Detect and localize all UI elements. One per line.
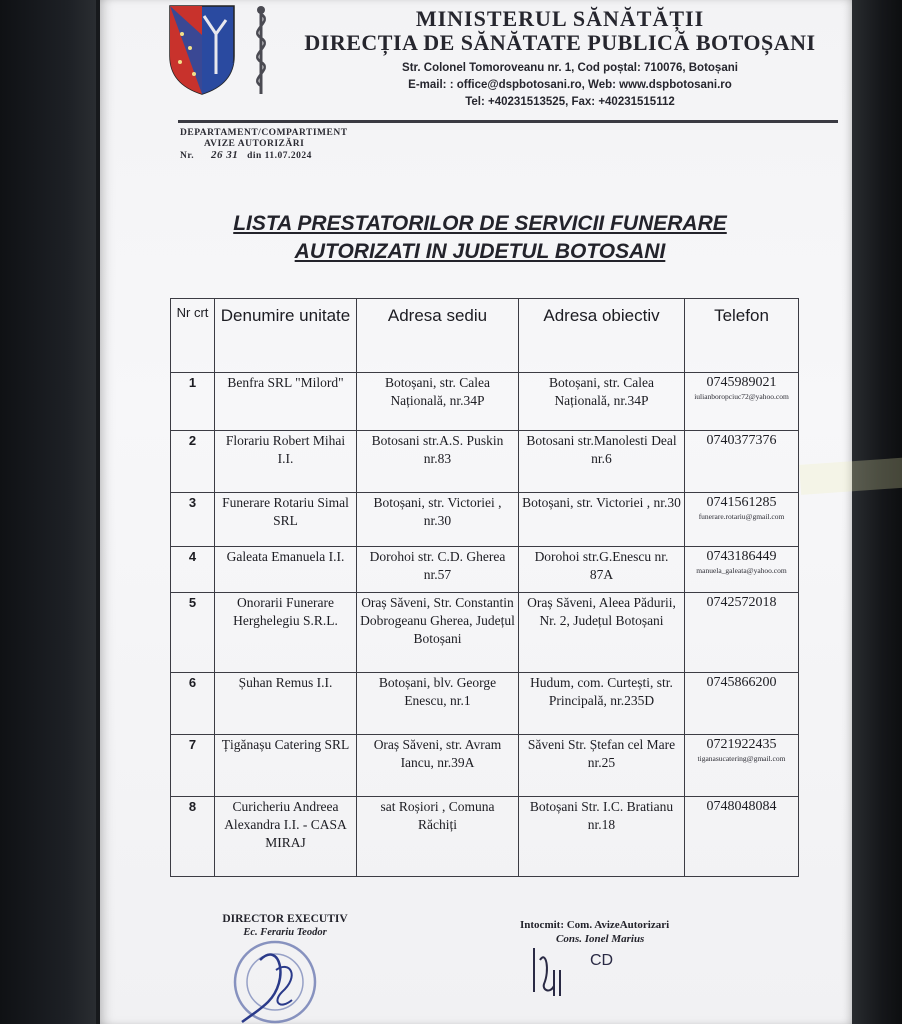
document-page xyxy=(100,0,852,1024)
dark-background-left xyxy=(0,0,96,1024)
row-nr: 6 xyxy=(171,673,215,735)
title-line1: LISTA PRESTATORILOR DE SERVICII FUNERARE xyxy=(233,212,727,235)
row-email: tiganasucatering@gmail.com xyxy=(697,754,786,763)
row-nr: 5 xyxy=(171,593,215,673)
header-divider xyxy=(178,120,838,123)
row-email: funerare.rotariu@gmail.com xyxy=(698,512,785,521)
table-row xyxy=(171,593,799,673)
table-row xyxy=(171,493,799,547)
row-phone: 0745989021 xyxy=(706,375,777,390)
registration-nr-value: 26 31 xyxy=(210,149,239,161)
row-name: Onorarii Funerare Herghelegiu S.R.L. xyxy=(215,593,357,673)
row-name: Funerare Rotariu Simal SRL xyxy=(215,493,357,547)
row-phone-cell xyxy=(685,373,799,431)
row-nr: 1 xyxy=(171,373,215,431)
row-phone-cell xyxy=(685,797,799,877)
row-site-address: Hudum, com. Curtești, str. Principală, nr.235D xyxy=(519,673,685,735)
title-line2: AUTORIZATI IN JUDETUL BOTOSANI xyxy=(294,240,666,263)
row-nr: 2 xyxy=(171,431,215,493)
row-name: Galeata Emanuela I.I. xyxy=(215,547,357,593)
department-line2: AVIZE AUTORIZĂRI xyxy=(204,139,305,149)
row-phone-cell xyxy=(685,593,799,673)
table-row xyxy=(171,547,799,593)
row-phone: 0741561285 xyxy=(706,495,777,510)
table-row xyxy=(171,431,799,493)
row-phone-cell xyxy=(685,673,799,735)
row-phone: 0740377376 xyxy=(706,433,777,448)
row-nr: 7 xyxy=(171,735,215,797)
row-name: Benfra SRL "Milord" xyxy=(215,373,357,431)
prepared-by-label: Intocmit: Com. AvizeAutorizari xyxy=(520,919,670,931)
row-site-address: Săveni Str. Ștefan cel Mare nr.25 xyxy=(519,735,685,797)
column-header-name: Denumire unitate xyxy=(215,299,357,373)
table-row xyxy=(171,797,799,877)
registration-date: din 11.07.2024 xyxy=(247,151,312,161)
row-office-address: Oraș Săveni, str. Avram Iancu, nr.39A xyxy=(357,735,519,797)
ministry-name: MINISTERUL SĂNĂTĂȚII xyxy=(415,6,705,31)
row-nr: 3 xyxy=(171,493,215,547)
director-title: DIRECTOR EXECUTIV xyxy=(222,913,348,925)
table-header-row xyxy=(171,299,799,373)
row-office-address: sat Roșiori , Comuna Răchiți xyxy=(357,797,519,877)
header-address: Str. Colonel Tomoroveanu nr. 1, Cod poștal: 710076, Botoșani xyxy=(402,62,738,74)
row-phone: 0748048084 xyxy=(706,799,777,814)
table-row xyxy=(171,735,799,797)
row-phone: 0743186449 xyxy=(706,549,777,564)
dark-background-right xyxy=(850,0,902,1024)
row-site-address: Botoșani, str. Calea Națională, nr.34P xyxy=(519,373,685,431)
caduceus-icon xyxy=(246,4,276,96)
row-office-address: Oraș Săveni, Str. Constantin Dobrogeanu Gherea, Județul Botoșani xyxy=(357,593,519,673)
column-header-office-address: Adresa sediu xyxy=(357,299,519,373)
row-office-address: Botosani str.A.S. Puskin nr.83 xyxy=(357,431,519,493)
preparer-initials: CD xyxy=(590,952,614,969)
header-phone-fax: Tel: +40231513525, Fax: +40231515112 xyxy=(465,96,675,108)
row-site-address: Botoșani, str. Victoriei , nr.30 xyxy=(519,493,685,547)
row-name: Țigănașu Catering SRL xyxy=(215,735,357,797)
director-name: Ec. Ferariu Teodor xyxy=(243,927,327,938)
row-name: Florariu Robert Mihai I.I. xyxy=(215,431,357,493)
table-row xyxy=(171,673,799,735)
registration-nr-label: Nr. xyxy=(180,151,195,161)
department-block xyxy=(180,128,348,162)
row-office-address: Dorohoi str. C.D. Gherea nr.57 xyxy=(357,547,519,593)
row-office-address: Botoșani, str. Calea Națională, nr.34P xyxy=(357,373,519,431)
row-office-address: Botoșani, str. Victoriei , nr.30 xyxy=(357,493,519,547)
document-title xyxy=(200,210,760,266)
row-name: Șuhan Remus I.I. xyxy=(215,673,357,735)
row-phone-cell xyxy=(685,735,799,797)
row-email: manuela_galeata@yahoo.com xyxy=(696,566,787,575)
header-email-web: E-mail: : office@dspbotosani.ro, Web: www.dspbotosani.ro xyxy=(408,79,732,91)
column-header-site-address: Adresa obiectiv xyxy=(519,299,685,373)
row-email: iulianboropciuc72@yahoo.com xyxy=(694,392,789,401)
column-header-phone: Telefon xyxy=(685,299,799,373)
row-office-address: Botoșani, blv. George Enescu, nr.1 xyxy=(357,673,519,735)
row-name: Curicheriu Andreea Alexandra I.I. - CASA MIRAJ xyxy=(215,797,357,877)
row-site-address: Dorohoi str.G.Enescu nr. 87A xyxy=(519,547,685,593)
row-site-address: Botoșani Str. I.C. Bratianu nr.18 xyxy=(519,797,685,877)
row-phone: 0721922435 xyxy=(706,737,777,752)
row-phone: 0742572018 xyxy=(706,595,777,610)
row-site-address: Oraș Săveni, Aleea Pădurii, Nr. 2, Județul Botoșani xyxy=(519,593,685,673)
directorate-name: DIRECȚIA DE SĂNĂTATE PUBLICĂ BOTOȘANI xyxy=(304,30,816,55)
row-phone-cell xyxy=(685,547,799,593)
row-phone-cell xyxy=(685,493,799,547)
row-phone: 0745866200 xyxy=(706,675,777,690)
row-phone-cell xyxy=(685,431,799,493)
row-nr: 8 xyxy=(171,797,215,877)
preparer-name: Cons. Ionel Marius xyxy=(556,933,645,945)
preparer-signature-icon xyxy=(526,940,586,1000)
row-site-address: Botosani str.Manolesti Deal nr.6 xyxy=(519,431,685,493)
row-nr: 4 xyxy=(171,547,215,593)
official-stamp-icon xyxy=(220,930,330,1024)
department-line1: DEPARTAMENT/COMPARTIMENT xyxy=(180,128,348,138)
table-row xyxy=(171,373,799,431)
coat-of-arms-icon xyxy=(168,4,236,96)
column-header-nr: Nr crt xyxy=(171,299,215,373)
providers-table xyxy=(170,298,799,877)
